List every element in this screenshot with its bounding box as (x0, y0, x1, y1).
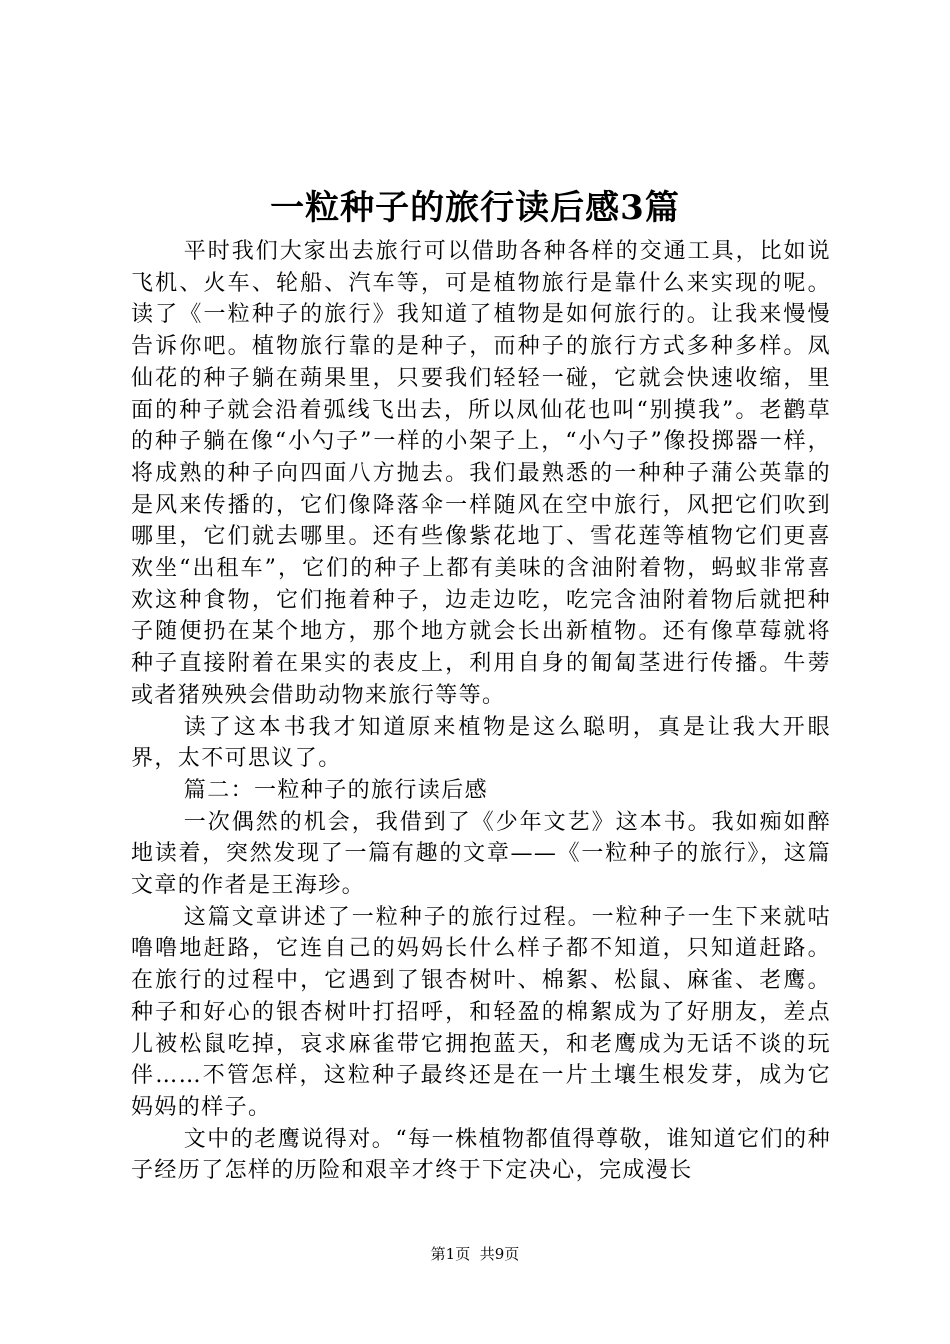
document-title: 一粒种子的旅行读后感3篇 (270, 188, 680, 228)
paragraph: 平时我们大家出去旅行可以借助各种各样的交通工具，比如说飞机、火车、轮船、汽车等，可是植物旅行是靠什么来实现的呢。读了《一粒种子的旅行》我知道了植物是如何旅行的。让我来慢慢告诉你吧。植物旅行靠的是种子，而种子的旅行方式多种多样。凤仙花的种子躺在蒴果里，只要我们轻轻一碰，它就会快速收缩，里面的种子就会沿着弧线飞出去，所以凤仙花也叫“别摸我”。老鹳草的种子躺在像“小勺子”一样的小架子上，“小勺子”像投掷器一样，将成熟的种子向四面八方抛去。我们最熟悉的一种种子蒲公英靠的是风来传播的，它们像降落伞一样随风在空中旅行，风把它们吹到哪里，它们就去哪里。还有些像紫花地丁、雪花莲等植物它们更喜欢坐“出租车”，它们的种子上都有美味的含油附着物，蚂蚁非常喜欢这种食物，它们拖着种子，边走边吃，吃完含油附着物后就把种子随便扔在某个地方，那个地方就会长出新植物。还有像草莓就将种子直接附着在果实的表皮上，利用自身的匍匐茎进行传播。牛蒡或者猪殃殃会借助动物来旅行等等。 (131, 239, 831, 708)
paragraph: 这篇文章讲述了一粒种子的旅行过程。一粒种子一生下来就咕噜噜地赶路，它连自己的妈妈长什么样子都不知道，只知道赶路。在旅行的过程中，它遇到了银杏树叶、棉絮、松鼠、麻雀、老鹰。种子和好心的银杏树叶打招呼，和轻盈的棉絮成为了好朋友，差点儿被松鼠吃掉，哀求麻雀带它拥抱蓝天，和老鹰成为无话不谈的玩伴……不管怎样，这粒种子最终还是在一片土壤生根发芽，成为它妈妈的样子。 (131, 904, 831, 1120)
page-footer (0, 1244, 950, 1264)
paragraph: 文中的老鹰说得对。“每一株植物都值得尊敬，谁知道它们的种子经历了怎样的历险和艰辛才终于下定决心，完成漫长 (131, 1126, 831, 1184)
paragraph: 一次偶然的机会，我借到了《少年文艺》这本书。我如痴如醉地读着，突然发现了一篇有趣的文章——《一粒种子的旅行》，这篇文章的作者是王海珍。 (131, 809, 831, 899)
document-body (131, 236, 831, 1187)
paragraph: 读了这本书我才知道原来植物是这么聪明，真是让我大开眼界，太不可思议了。 (131, 714, 831, 772)
section-heading: 篇二：一粒种子的旅行读后感 (183, 777, 488, 803)
page-number: 第1页 (430, 1245, 471, 1263)
page-total: 共9页 (479, 1245, 520, 1263)
